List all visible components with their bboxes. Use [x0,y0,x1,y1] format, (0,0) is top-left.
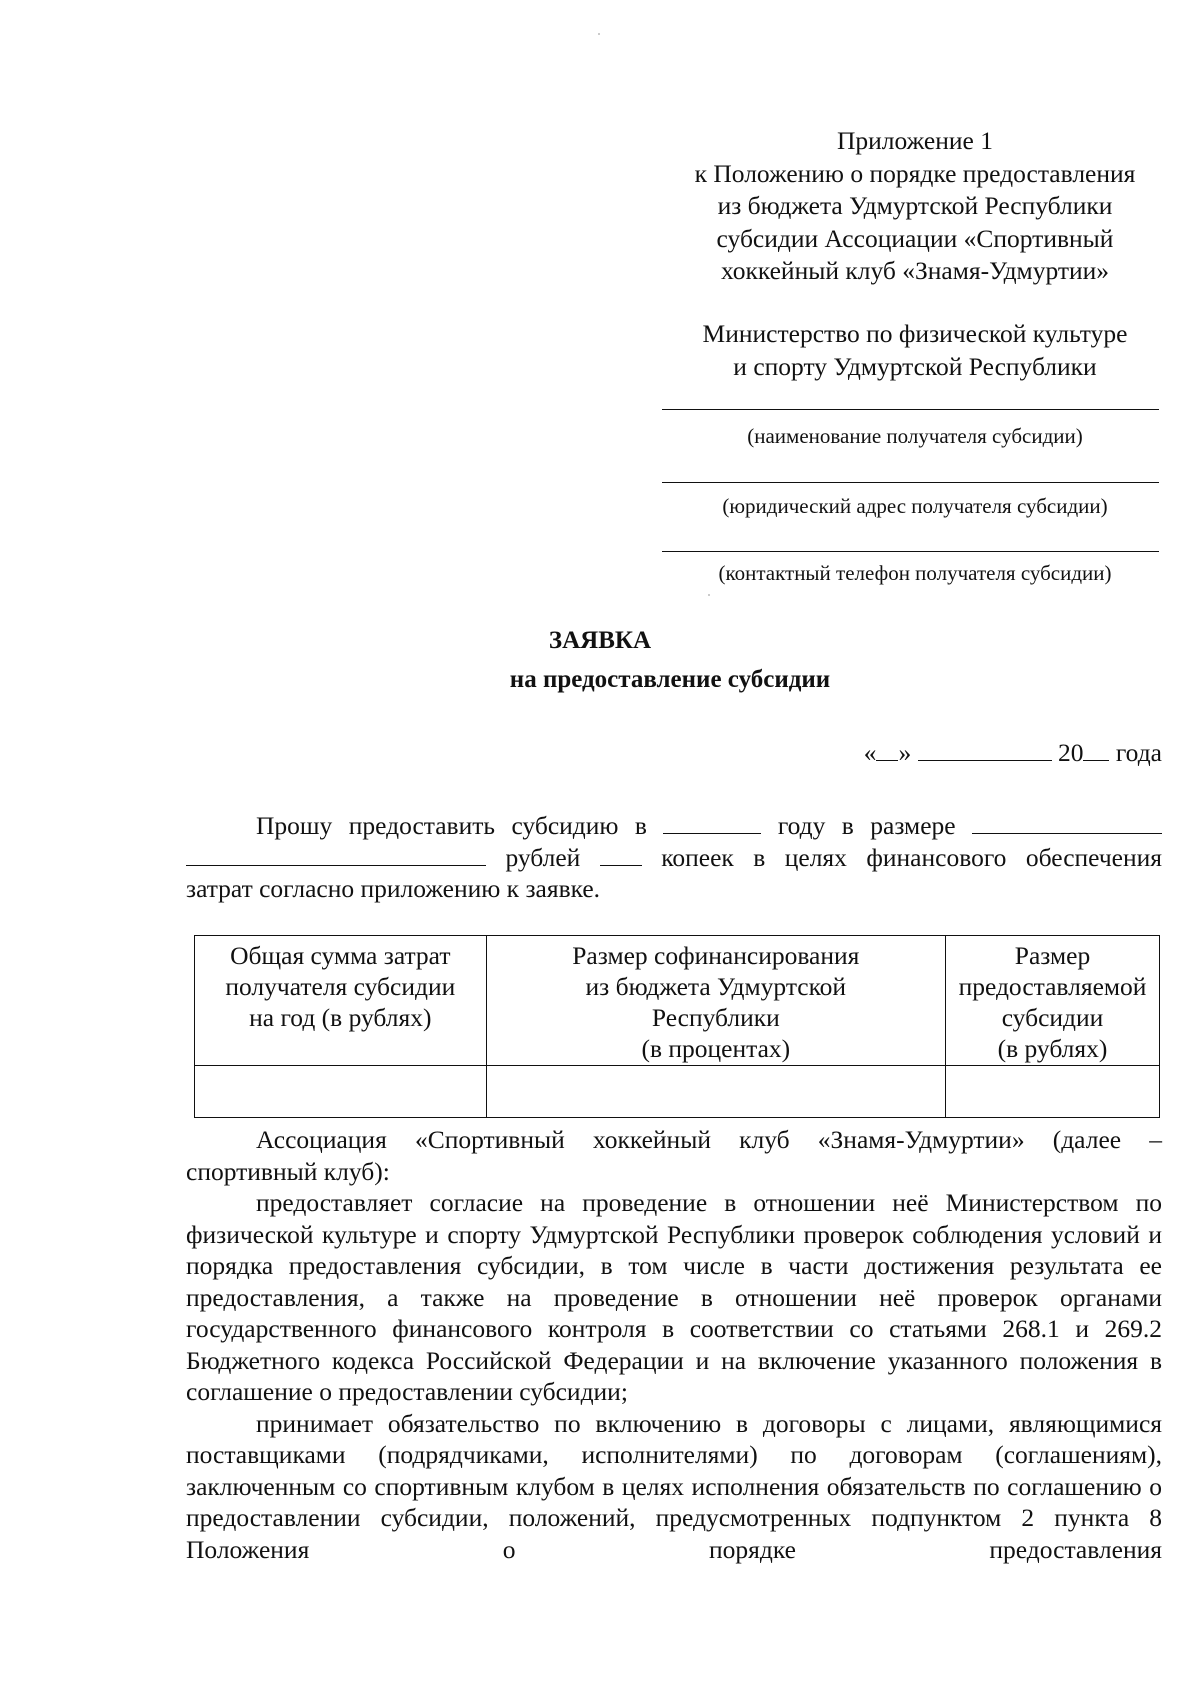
request-text: затрат согласно приложению к заявке. [186,874,601,903]
appendix-line: из бюджета Удмуртской Республики [717,191,1113,220]
date-open-quote: « [863,738,877,767]
request-text: году в размере [777,811,956,840]
recipient-phone-line [662,551,1159,552]
recipient-address-line [662,482,1159,483]
date-suffix: года [1115,738,1162,767]
body-text [186,1124,1162,1565]
request-text: рублей [505,842,581,872]
subsidy-amount-cell [946,1066,1160,1118]
appendix-line: Приложение 1 [837,126,993,155]
date-line [864,737,1162,769]
recipient-address-caption: (юридический адрес получателя субсидии) [722,494,1108,518]
total-costs-header: Общая сумма затрат получателя субсидии на год (в рублях) [195,936,487,1066]
amount-continuation-blank [186,843,486,866]
consent-paragraph: предоставляет согласие на проведение в отношении неё Министерством по физической культуре и спорту Удмуртской Республики проверок соблюдения условий и порядка предоставления субсидии, в том числе в части достижения результата ее предоставления, а также на проведение в отношении неё проверок органами государственного финансового контроля в соответствии со статьями 268.1 и 269.2 Бюджетного кодекса Российской Федерации и на включение указанного положения в соглашение о предоставлении субсидии; [186,1188,1162,1406]
intro-paragraph: Ассоциация «Спортивный хоккейный клуб «Знамя-Удмуртии» (далее – спортивный клуб): [186,1125,1162,1186]
scan-speck [598,33,600,35]
document-subtitle: на предоставление субсидии [509,666,831,693]
month-blank [918,738,1052,761]
cofinancing-cell [486,1066,945,1118]
obligation-paragraph: принимает обязательство по включению в договоры с лицами, являющимися поставщиками (подрядчиками, исполнителями) по договорам (соглашениям), заключенным со спортивным клубом в целях исполнения обязательств по соглашению о предоставлении субсидии, положений, предусмотренных подпунктом 2 пункта 8 Положения о порядке предоставления [186,1408,1162,1564]
day-blank [876,738,898,761]
addressee-line: Министерство по физической культуре [702,319,1128,348]
kopecks-field-blank [600,843,642,866]
subsidy-amount-header: Размер предоставляемой субсидии (в рублях) [946,936,1160,1066]
year-blank [1083,738,1109,761]
recipient-phone-caption: (контактный телефон получателя субсидии) [718,561,1112,585]
total-costs-cell [195,1066,487,1118]
date-close-quote: » [898,738,912,767]
recipient-name-caption: (наименование получателя субсидии) [747,424,1083,448]
request-text: Прошу предоставить субсидию в [256,811,647,840]
costs-table [194,935,1160,1118]
recipient-name-line [662,409,1159,410]
date-century: 20 [1057,738,1084,767]
request-paragraph [186,810,1162,905]
table-row [195,1066,1160,1118]
appendix-line: хоккейный клуб «Знамя-Удмуртии» [720,256,1110,285]
table-header-row [195,936,1160,1066]
request-text: копеек в целях финансового обеспечения [661,842,1163,872]
scan-speck [708,594,710,596]
appendix-line: к Положению о порядке предоставления [694,158,1136,188]
year-field-blank [663,811,761,834]
cofinancing-header: Размер софинансирования из бюджета Удмуртской Республики (в процентах) [486,936,945,1066]
amount-field-blank [972,811,1162,834]
addressee-line: и спорту Удмуртской Республики [733,351,1097,381]
appendix-block [640,125,1190,288]
addressee-block [640,318,1190,383]
document-title: ЗАЯВКА [548,627,652,654]
appendix-line: субсидии Ассоциации «Спортивный [716,223,1114,253]
